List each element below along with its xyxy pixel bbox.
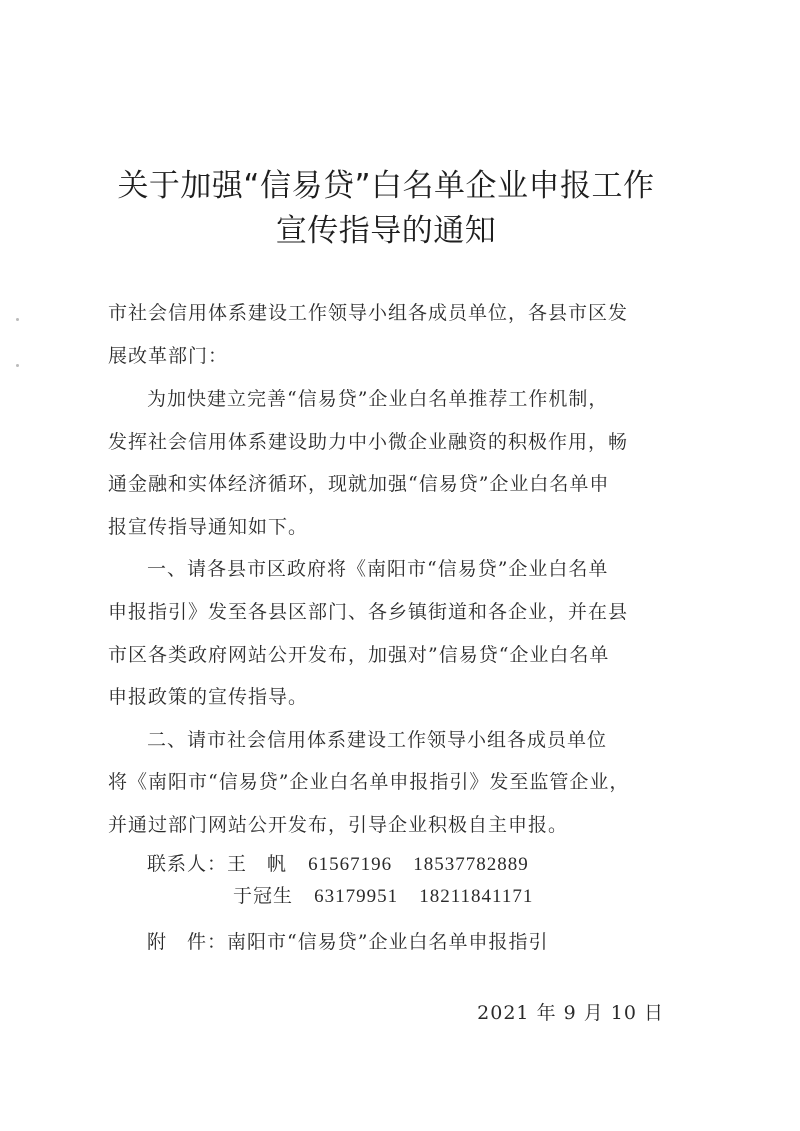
contact-mobile: 18537782889 [413,854,529,875]
item1-line-2: 申报指引》发至各县区部门、各乡镇街道和各企业，并在县 [108,601,629,623]
contact-phone: 61567196 [308,854,393,875]
intro-line-1: 为加快建立完善“信易贷”企业白名单推荐工作机制， [147,388,609,410]
item2-line-1: 二、请市社会信用体系建设工作领导小组各成员单位 [147,729,608,751]
document-title-line-1: 关于加强“信易贷”白名单企业申报工作 [117,168,655,204]
contact-mobile: 18211841171 [419,886,534,907]
recipient-line-1: 市社会信用体系建设工作领导小组各成员单位，各县市区发 [108,302,629,324]
scan-speck [16,364,19,367]
scan-speck [16,318,19,321]
item2-line-2: 将《南阳市“信易贷”企业白名单申报指引》发至监管企业， [108,771,630,793]
item1-line-4: 申报政策的宣传指导。 [108,686,309,708]
intro-line-4: 报宣传指导通知如下。 [108,516,309,538]
contact-name: 于冠生 [233,885,294,907]
document-date: 2021 年 9 月 10 日 [477,1002,664,1024]
contact-phone: 63179951 [314,886,399,907]
intro-line-2: 发挥社会信用体系建设助力中小微企业融资的积极作用，畅 [108,431,629,453]
contact-row-1 [147,852,529,877]
attachment-text: 南阳市“信易贷”企业白名单申报指引 [227,931,549,953]
item1-line-1: 一、请各县市区政府将《南阳市“信易贷”企业白名单 [147,558,609,580]
intro-line-3: 通金融和实体经济循环，现就加强“信易贷”企业白名单申 [108,473,610,495]
recipient-line-2: 展改革部门： [108,345,229,367]
item2-line-3: 并通过部门网站公开发布，引导企业积极自主申报。 [108,814,569,836]
attachment-row [147,930,548,954]
contact-label: 联系人： [147,853,228,875]
contact-name: 王 帆 [227,853,288,875]
document-title-line-2: 宣传指导的通知 [275,213,497,249]
contact-row-2 [233,884,533,909]
item1-line-3: 市区各类政府网站公开发布，加强对”信易贷“企业白名单 [108,644,610,666]
attachment-label: 附 件： [147,931,228,953]
